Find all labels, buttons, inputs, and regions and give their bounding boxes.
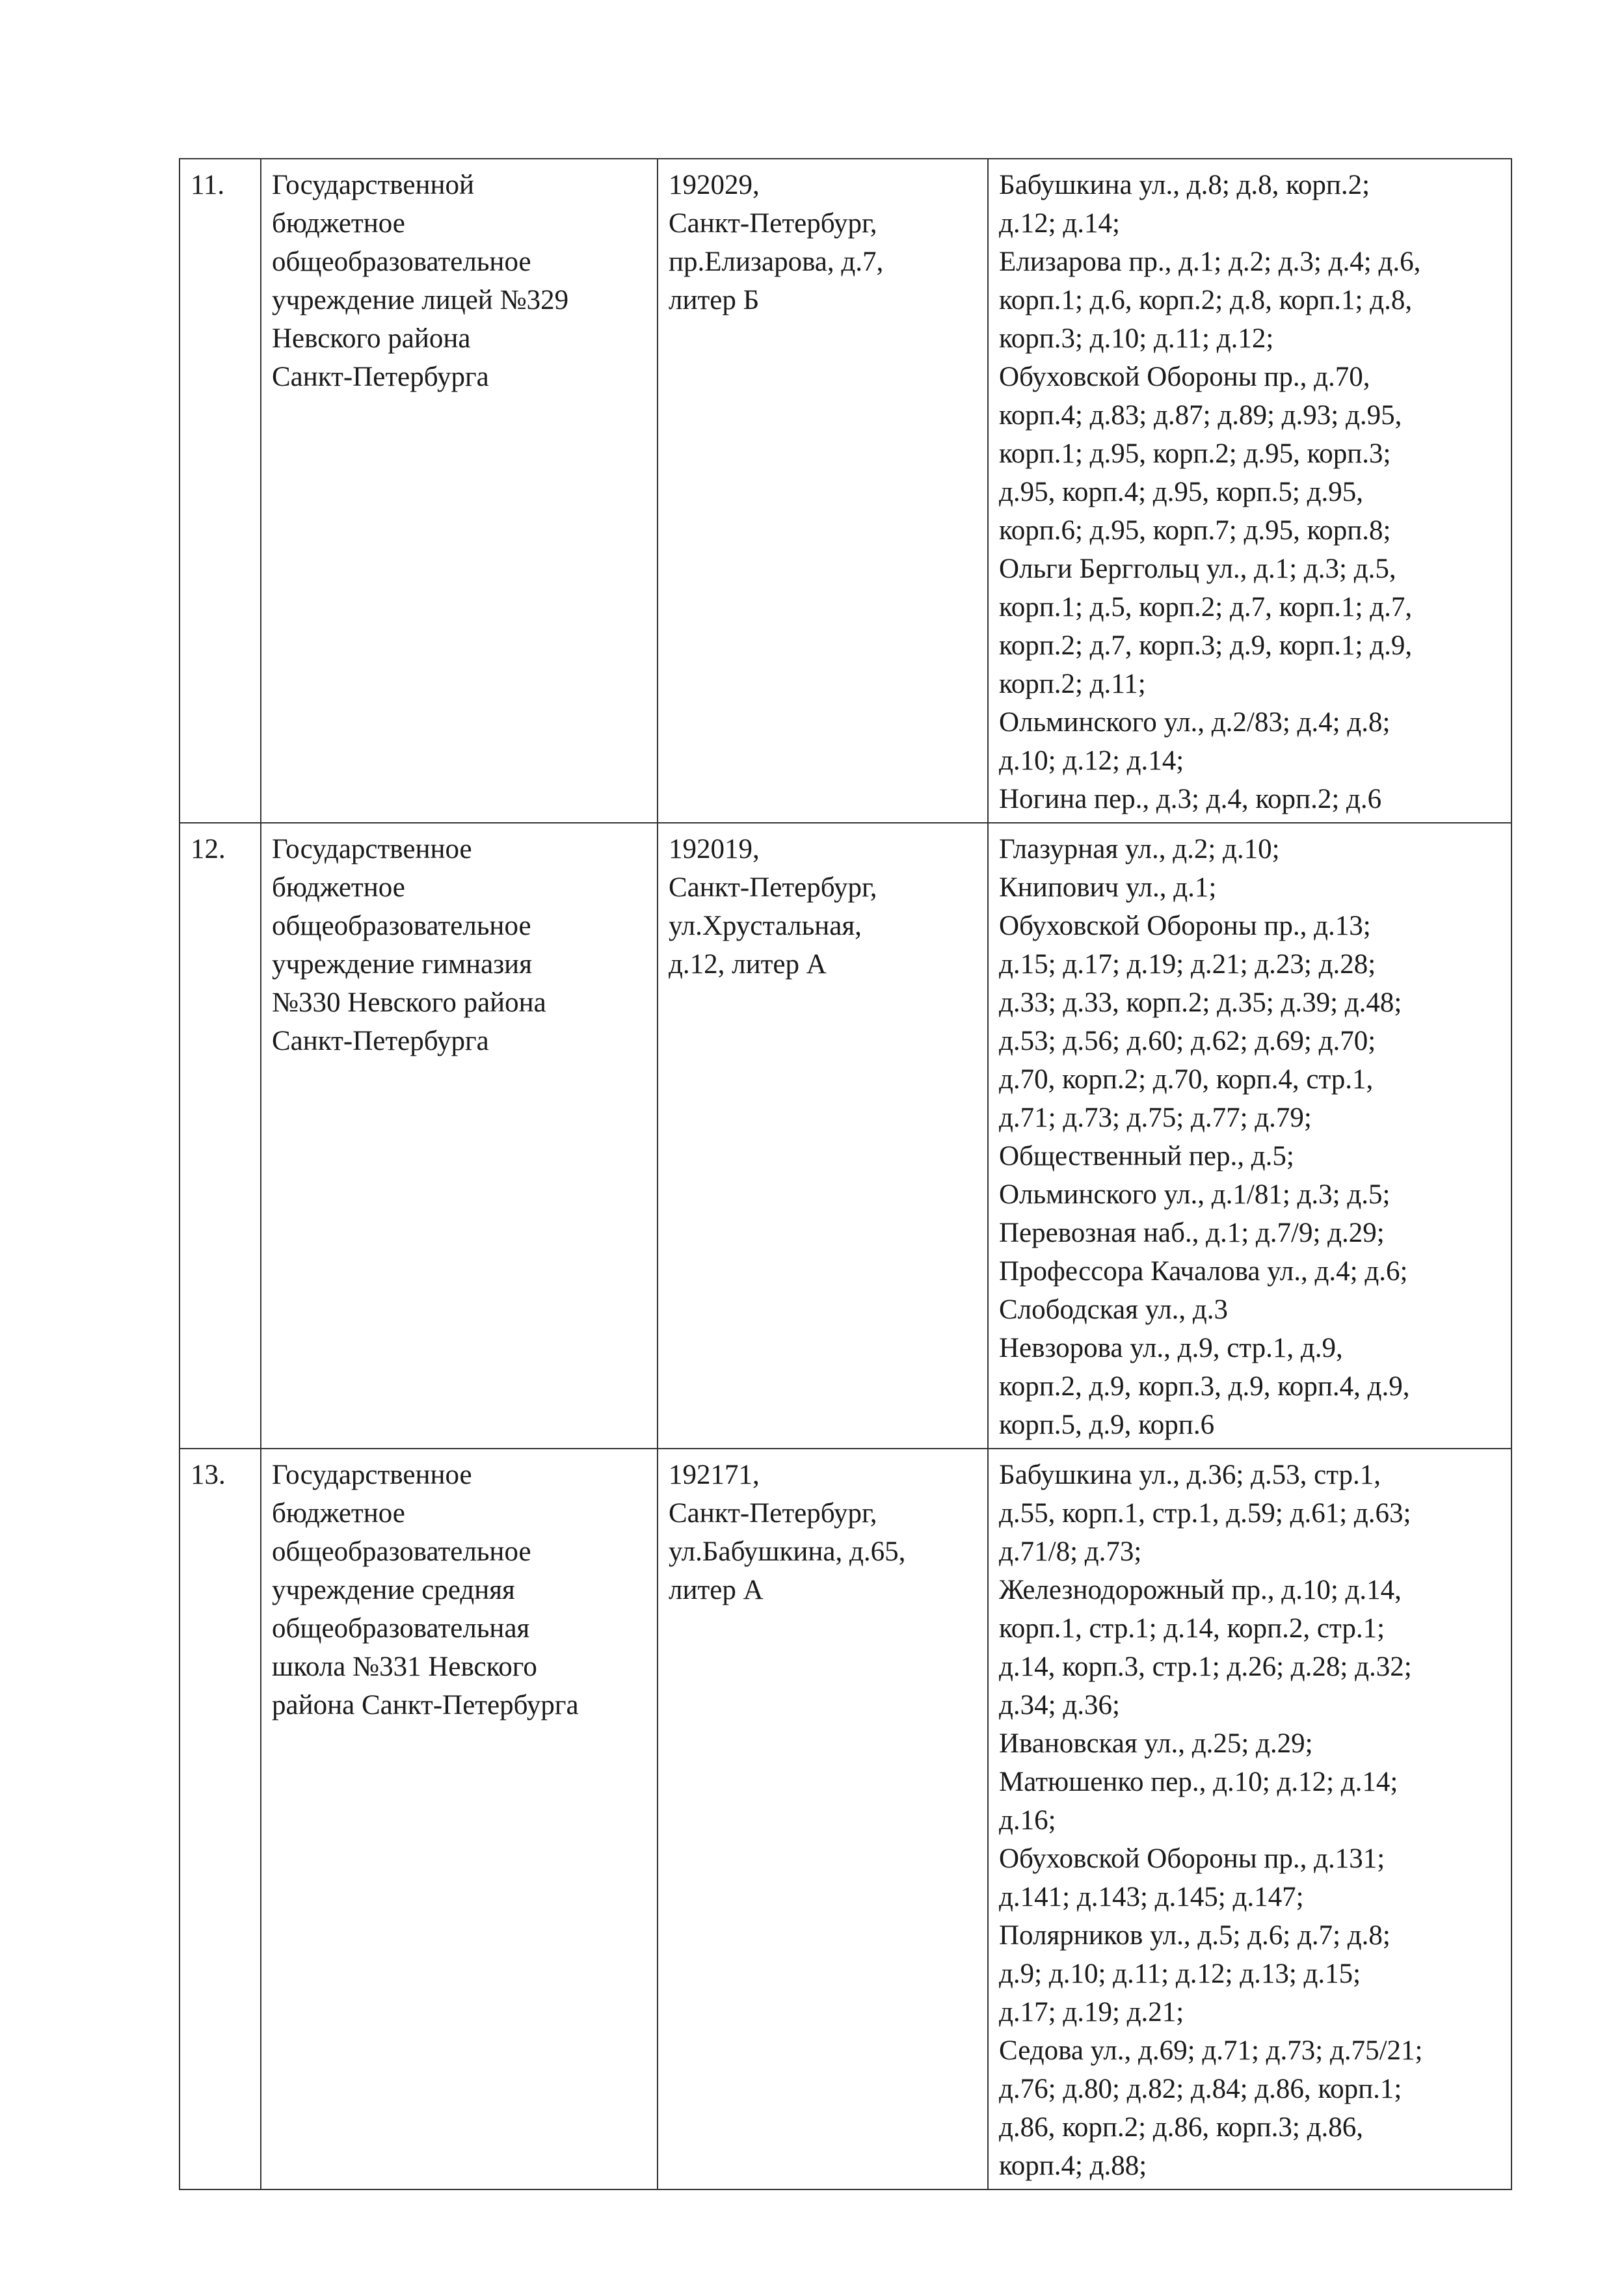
text-line: Обуховской Обороны пр., д.13; [999,911,1371,941]
text-line: общеобразовательная [272,1613,530,1644]
text-line: учреждение гимназия [272,949,532,980]
text-line: корп.2, д.9, корп.3, д.9, корп.4, д.9, [999,1371,1410,1402]
text-line: Матюшенко пер., д.10; д.12; д.14; [999,1767,1398,1797]
text-line: бюджетное [272,1498,405,1529]
text-line: школа №331 Невского [272,1652,537,1682]
text-line: д.14, корп.3, стр.1; д.26; д.28; д.32; [999,1652,1412,1682]
school-address-cell [658,1449,988,2189]
text-line: бюджетное [272,208,405,239]
school-address-cell [658,159,988,823]
text-line: учреждение лицей №329 [272,285,569,315]
schools-table [179,158,1512,2190]
text-line: д.9; д.10; д.11; д.12; д.13; д.15; [999,1959,1361,1989]
text-line: Обуховской Обороны пр., д.70, [999,362,1370,392]
text-line: общеобразовательное [272,1536,531,1567]
text-line: Ивановская ул., д.25; д.29; [999,1728,1313,1759]
assigned-houses-cell [988,823,1511,1449]
text-line: 192019, [669,834,760,864]
text-line: д.16; [999,1805,1056,1836]
assigned-houses-cell [988,1449,1511,2189]
text-line: Общественный пер., д.5; [999,1141,1294,1171]
text-line: Санкт-Петербург, [669,1498,877,1529]
text-line: общеобразовательное [272,247,531,277]
text-line: д.71/8; д.73; [999,1536,1142,1567]
text-line: Государственной [272,170,474,200]
school-name-cell [261,1449,658,2189]
text-line: Профессора Качалова ул., д.4; д.6; [999,1256,1408,1287]
text-line: д.12, литер А [669,949,827,980]
table-row [180,823,1511,1449]
row-number: 12. [180,823,261,1449]
text-line: д.10; д.12; д.14; [999,745,1184,776]
text-line: Невского района [272,323,471,354]
table-body [180,159,1511,2189]
text-line: Книпович ул., д.1; [999,872,1217,903]
text-line: д.53; д.56; д.60; д.62; д.69; д.70; [999,1026,1376,1056]
text-line: бюджетное [272,872,405,903]
text-line: д.33; д.33, корп.2; д.35; д.39; д.48; [999,987,1402,1018]
text-line: Государственное [272,834,472,864]
text-line: Бабушкина ул., д.36; д.53, стр.1, [999,1460,1381,1490]
text-line: литер А [669,1575,764,1605]
text-line: Санкт-Петербург, [669,872,877,903]
text-line: д.15; д.17; д.19; д.21; д.23; д.28; [999,949,1376,980]
text-line: Ольминского ул., д.1/81; д.3; д.5; [999,1179,1391,1210]
text-line: корп.1; д.5, корп.2; д.7, корп.1; д.7, [999,592,1413,622]
text-line: д.70, корп.2; д.70, корп.4, стр.1, [999,1064,1374,1095]
text-line: д.76; д.80; д.82; д.84; д.86, корп.1; [999,2074,1402,2104]
text-line: Санкт-Петербурга [272,362,489,392]
text-line: Елизарова пр., д.1; д.2; д.3; д.4; д.6, [999,247,1421,277]
text-line: корп.3; д.10; д.11; д.12; [999,323,1274,354]
text-line: 192171, [669,1460,760,1490]
text-line: д.55, корп.1, стр.1, д.59; д.61; д.63; [999,1498,1411,1529]
assigned-houses-cell [988,159,1511,823]
text-line: района Санкт-Петербурга [272,1690,579,1720]
text-line: Глазурная ул., д.2; д.10; [999,834,1280,864]
text-line: Ольги Берггольц ул., д.1; д.3; д.5, [999,554,1396,584]
text-line: Ольминского ул., д.2/83; д.4; д.8; [999,707,1391,738]
text-line: 192029, [669,170,760,200]
table-row [180,1449,1511,2189]
text-line: Ногина пер., д.3; д.4, корп.2; д.6 [999,784,1382,814]
text-line: корп.4; д.88; [999,2150,1147,2181]
text-line: Санкт-Петербурга [272,1026,489,1056]
text-line: корп.2; д.7, корп.3; д.9, корп.1; д.9, [999,630,1413,661]
text-line: Перевозная наб., д.1; д.7/9; д.29; [999,1218,1385,1248]
text-line: Санкт-Петербург, [669,208,877,239]
text-line: корп.6; д.95, корп.7; д.95, корп.8; [999,515,1391,546]
text-line: Бабушкина ул., д.8; д.8, корп.2; [999,170,1370,200]
text-line: Невзорова ул., д.9, стр.1, д.9, [999,1333,1343,1363]
table-row [180,159,1511,823]
text-line: Государственное [272,1460,472,1490]
text-line: д.71; д.73; д.75; д.77; д.79; [999,1103,1312,1133]
text-line: Седова ул., д.69; д.71; д.73; д.75/21; [999,2035,1423,2066]
text-line: д.17; д.19; д.21; [999,1997,1184,2028]
text-line: ул.Хрустальная, [669,911,862,941]
text-line: корп.5, д.9, корп.6 [999,1410,1215,1440]
text-line: общеобразовательное [272,911,531,941]
text-line: №330 Невского района [272,987,546,1018]
text-line: д.34; д.36; [999,1690,1120,1720]
text-line: Полярников ул., д.5; д.6; д.7; д.8; [999,1920,1391,1951]
text-line: корп.1; д.95, корп.2; д.95, корп.3; [999,438,1391,469]
text-line: литер Б [669,285,760,315]
text-line: корп.1, стр.1; д.14, корп.2, стр.1; [999,1613,1385,1644]
text-line: д.141; д.143; д.145; д.147; [999,1882,1304,1912]
school-address-cell [658,823,988,1449]
text-line: Обуховской Обороны пр., д.131; [999,1843,1385,1874]
school-name-cell [261,823,658,1449]
text-line: учреждение средняя [272,1575,515,1605]
text-line: д.12; д.14; [999,208,1120,239]
text-line: д.95, корп.4; д.95, корп.5; д.95, [999,477,1363,507]
row-number: 11. [180,159,261,823]
row-number: 13. [180,1449,261,2189]
text-line: Слободская ул., д.3 [999,1294,1229,1325]
text-line: ул.Бабушкина, д.65, [669,1536,906,1567]
text-line: корп.2; д.11; [999,669,1146,699]
text-line: корп.1; д.6, корп.2; д.8, корп.1; д.8, [999,285,1413,315]
text-line: Железнодорожный пр., д.10; д.14, [999,1575,1402,1605]
text-line: пр.Елизарова, д.7, [669,247,884,277]
school-name-cell [261,159,658,823]
text-line: корп.4; д.83; д.87; д.89; д.93; д.95, [999,400,1402,431]
text-line: д.86, корп.2; д.86, корп.3; д.86, [999,2112,1363,2143]
